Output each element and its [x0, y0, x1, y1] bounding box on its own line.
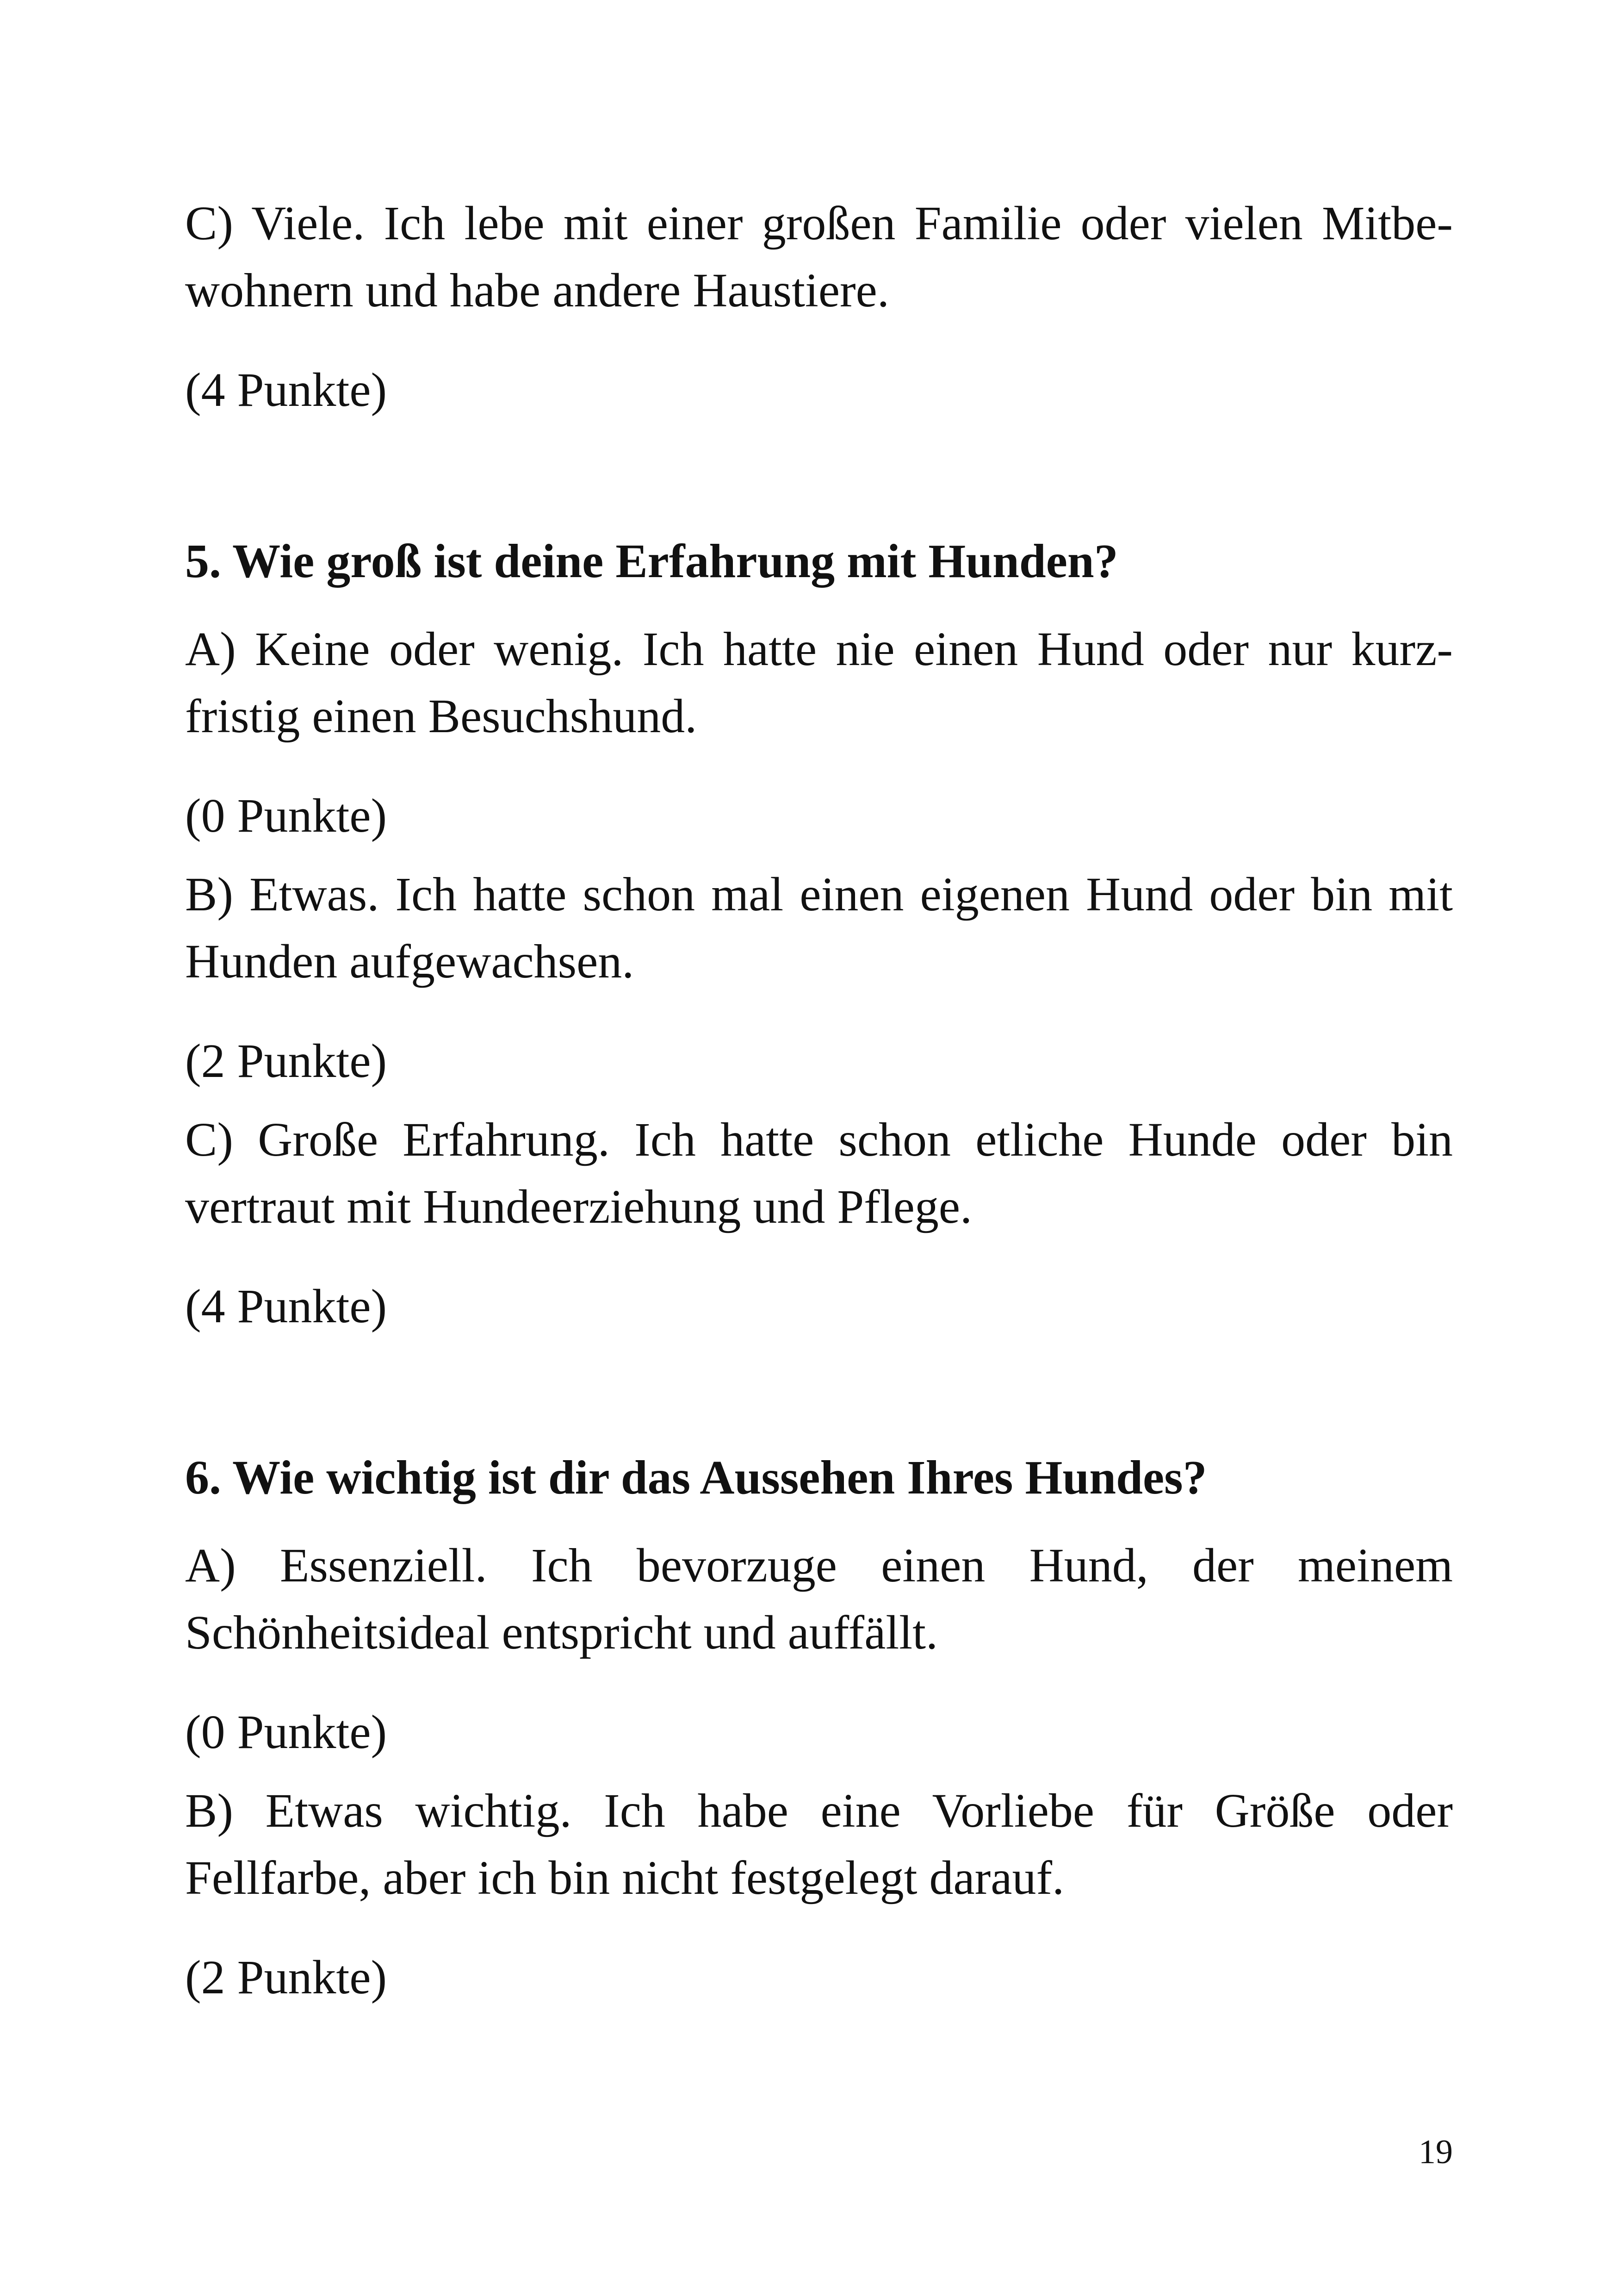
page-number: 19 — [1419, 2133, 1453, 2171]
points-label: (0 Punkte) — [185, 789, 387, 842]
points-label: (4 Punkte) — [185, 363, 387, 417]
q6-option-a — [185, 1532, 1453, 1666]
q4-option-c-points — [185, 356, 1453, 423]
option-text: B) Etwas wichtig. Ich habe eine Vorliebe für Größe oder Fellfarbe, aber ich bin nicht festgelegt darauf. — [185, 1784, 1453, 1904]
question-heading: 5. Wie groß ist deine Erfahrung mit Hunden? — [185, 535, 1118, 588]
q5-option-b-points — [185, 1027, 1453, 1095]
q6-option-b-points — [185, 1944, 1453, 2011]
q5-option-b — [185, 861, 1453, 995]
option-text: C) Viele. Ich lebe mit einer großen Familie oder vielen Mitbewohnern und habe andere Haustiere. — [185, 197, 1453, 317]
points-label: (0 Punkte) — [185, 1705, 387, 1759]
q6-option-a-points — [185, 1699, 1453, 1766]
q5-option-a-points — [185, 782, 1453, 849]
q5-option-c — [185, 1106, 1453, 1240]
q5-option-a — [185, 616, 1453, 750]
q6-option-b — [185, 1777, 1453, 1911]
option-text: B) Etwas. Ich hatte schon mal einen eigenen Hund oder bin mit Hunden aufgewachsen. — [185, 868, 1453, 988]
question-5-heading — [185, 528, 1453, 595]
question-heading: 6. Wie wichtig ist dir das Aussehen Ihres Hundes? — [185, 1451, 1207, 1504]
option-text: C) Große Erfahrung. Ich hatte schon etliche Hunde oder bin vertraut mit Hundeerziehung und Pflege. — [185, 1113, 1453, 1233]
option-text: A) Keine oder wenig. Ich hatte nie einen Hund oder nur kurzfristig einen Besuchshund. — [185, 622, 1453, 743]
q5-option-c-points — [185, 1273, 1453, 1340]
points-label: (2 Punkte) — [185, 1951, 387, 2004]
q4-option-c — [185, 190, 1453, 324]
option-text: A) Essenziell. Ich bevorzuge einen Hund, der meinem Schönheitsideal entspricht und auffällt. — [185, 1539, 1453, 1659]
points-label: (4 Punkte) — [185, 1280, 387, 1333]
document-page — [185, 0, 1453, 2296]
question-6-heading — [185, 1444, 1453, 1511]
points-label: (2 Punkte) — [185, 1034, 387, 1088]
